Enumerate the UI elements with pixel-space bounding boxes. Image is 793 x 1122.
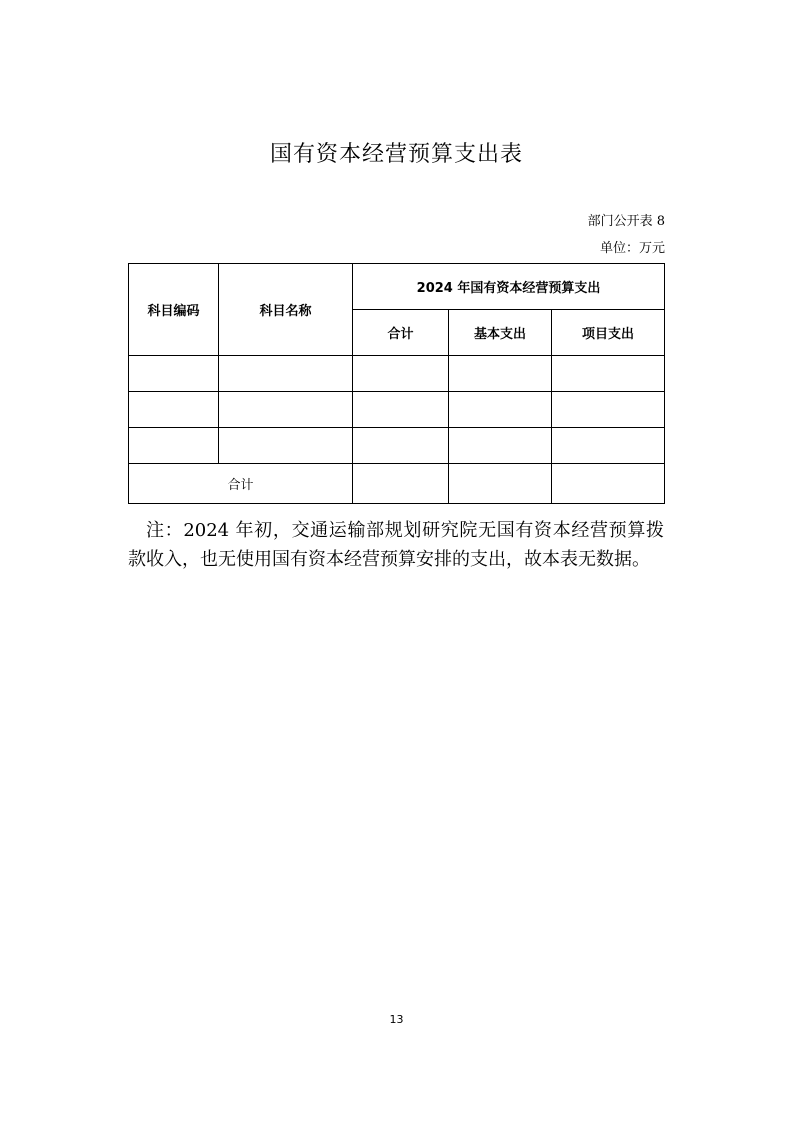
table-row xyxy=(129,392,665,428)
budget-table xyxy=(128,263,665,504)
cell-name xyxy=(219,428,353,464)
cell-code xyxy=(129,428,219,464)
table-row xyxy=(129,356,665,392)
cell-project xyxy=(552,356,665,392)
cell-project xyxy=(552,428,665,464)
cell-name xyxy=(219,392,353,428)
cell-code xyxy=(129,356,219,392)
cell-basic xyxy=(449,392,552,428)
cell-total xyxy=(353,356,449,392)
cell-total xyxy=(353,428,449,464)
header-budget-group: 2024 年国有资本经营预算支出 xyxy=(353,264,665,310)
total-row xyxy=(129,464,665,504)
header-project-expenditure: 项目支出 xyxy=(552,310,665,356)
header-basic-expenditure: 基本支出 xyxy=(449,310,552,356)
unit-label: 单位：万元 xyxy=(599,241,665,256)
header-subject-code: 科目编码 xyxy=(129,264,219,356)
table-header-row xyxy=(129,264,665,310)
total-label: 合计 xyxy=(129,464,353,504)
cell-code xyxy=(129,392,219,428)
table-number: 部门公开表 8 xyxy=(587,214,665,229)
header-total: 合计 xyxy=(353,310,449,356)
cell-total xyxy=(353,392,449,428)
page-title: 国有资本经营预算支出表 xyxy=(269,142,523,167)
total-cell-total xyxy=(353,464,449,504)
cell-basic xyxy=(449,356,552,392)
cell-basic xyxy=(449,428,552,464)
page-number: 13 xyxy=(389,1013,404,1026)
header-subject-name: 科目名称 xyxy=(219,264,353,356)
cell-project xyxy=(552,392,665,428)
note-paragraph: 注：2024 年初，交通运输部规划研究院无国有资本经营预算拨款收入，也无使用国有资本经营预算安排的支出，故本表无数据。 xyxy=(128,520,664,570)
cell-name xyxy=(219,356,353,392)
total-cell-project xyxy=(552,464,665,504)
total-cell-basic xyxy=(449,464,552,504)
table-row xyxy=(129,428,665,464)
